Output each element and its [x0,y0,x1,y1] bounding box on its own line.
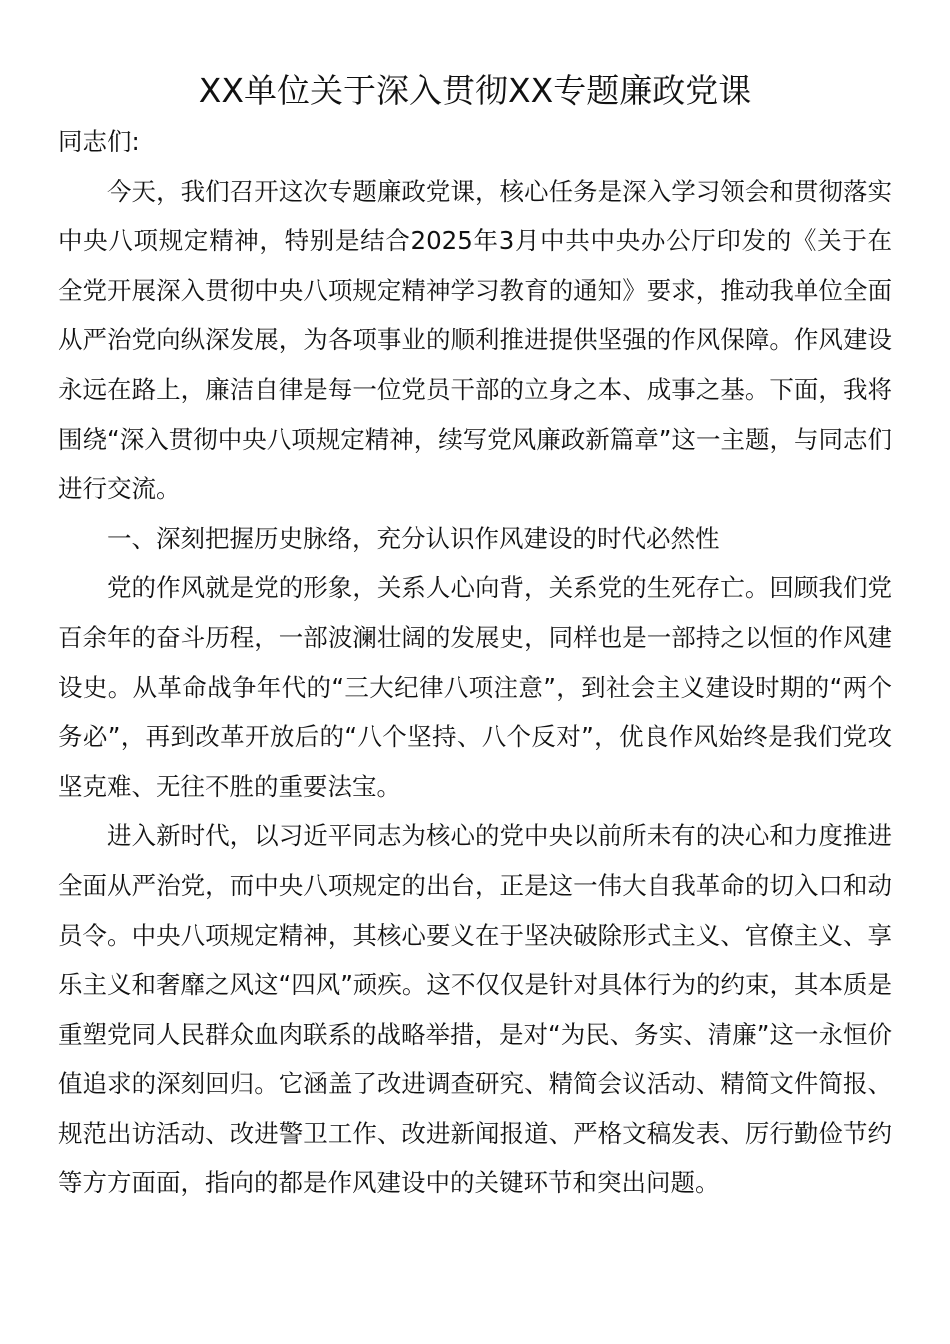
section-1-paragraph-2: 进入新时代，以习近平同志为核心的党中央以前所未有的决心和力度推进全面从严治党，而中央八项规定的出台，正是这一伟大自我革命的切入口和动员令。中央八项规定精神，其核心要义在于坚决破除形式主义、官僚主义、享乐主义和奢靡之风这“四风”顽疾。这不仅仅是针对具体行为的约束，其本质是重塑党同人民群众血肉联系的战略举措，是对“为民、务实、清廉”这一永恒价值追求的深刻回归。它涵盖了改进调查研究、精简会议活动、精简文件简报、规范出访活动、改进警卫工作、改进新闻报道、严格文稿发表、厉行勤俭节约等方方面面，指向的都是作风建设中的关键环节和突出问题。 [58,821,892,1198]
document-body [58,117,892,1208]
section-heading-1: 一、深刻把握历史脉络，充分认识作风建设的时代必然性 [107,523,720,553]
document-title: XX单位关于深入贯彻XX专题廉政党课 [198,71,752,110]
section-1-paragraph-1: 党的作风就是党的形象，关系人心向背，关系党的生死存亡。回顾我们党百余年的奋斗历程，一部波澜壮阔的发展史，同样也是一部持之以恒的作风建设史。从革命战争年代的“三大纪律八项注意”，到社会主义建设时期的“两个务必”，再到改革开放后的“八个坚持、八个反对”，优良作风始终是我们党攻坚克难、无往不胜的重要法宝。 [58,573,892,801]
intro-paragraph: 今天，我们召开这次专题廉政党课，核心任务是深入学习领会和贯彻落实中央八项规定精神，特别是结合2025年3月中共中央办公厅印发的《关于在全党开展深入贯彻中央八项规定精神学习教育的通知》要求，推动我单位全面从严治党向纵深发展，为各项事业的顺利推进提供坚强的作风保障。作风建设永远在路上，廉洁自律是每一位党员干部的立身之本、成事之基。下面，我将围绕“深入贯彻中央八项规定精神，续写党风廉政新篇章”这一主题，与同志们进行交流。 [58,176,892,504]
salutation: 同志们: [58,127,140,156]
